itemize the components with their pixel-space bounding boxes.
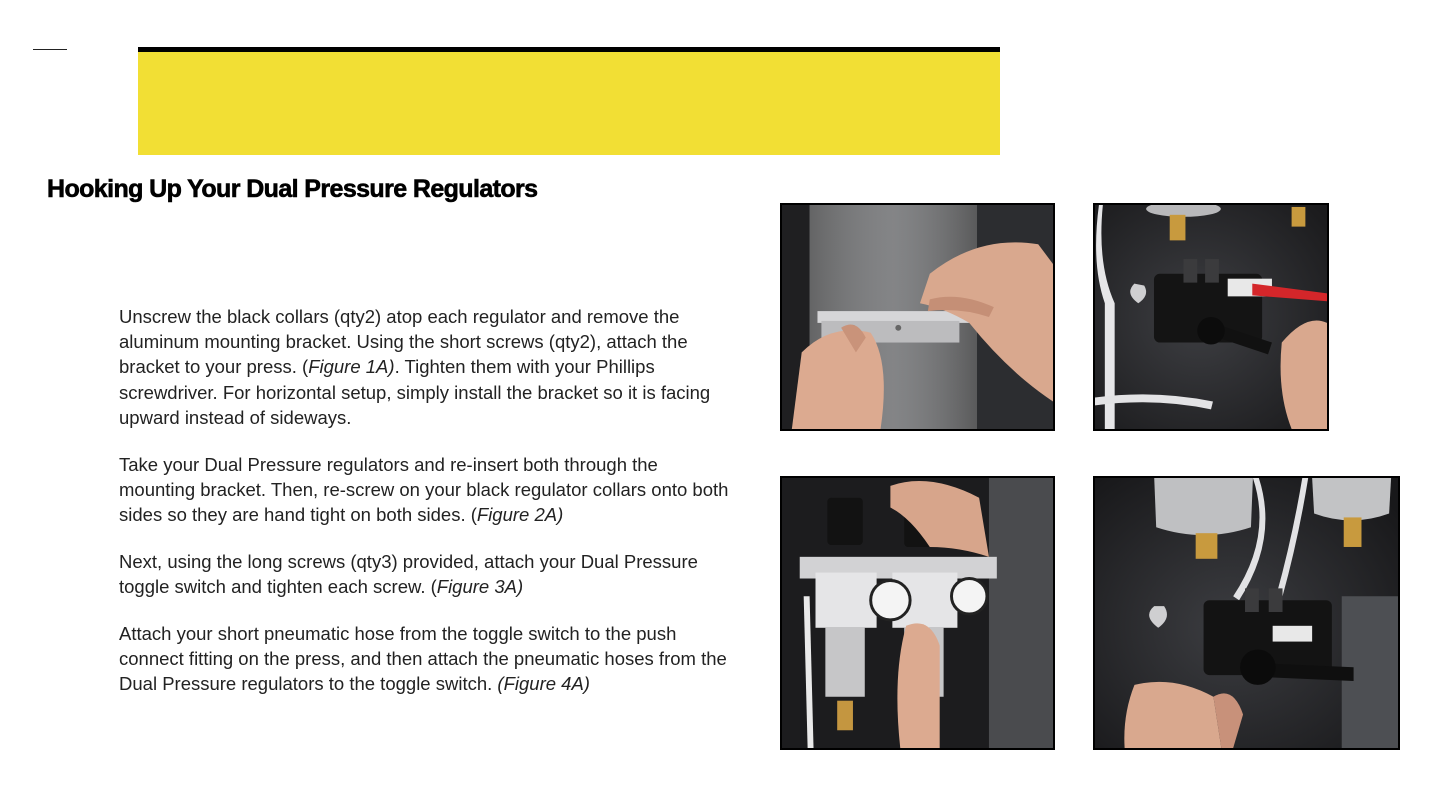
bracket-installation-image bbox=[782, 205, 1053, 429]
step-4-text: Attach your short pneumatic hose from the toggle switch to the push connect fitting on the press, and then attach the pneumatic hoses from the Dual Pressure regulators to the toggle switch. bbox=[119, 622, 727, 694]
step-2-text: Take your Dual Pressure regulators and re-insert both through the mounting bracket. Then, re-screw on your black regulator collars onto both sides so they are hand tight on both sides. ( bbox=[119, 453, 729, 525]
step-3-paragraph bbox=[119, 549, 731, 599]
toggle-switch-screwdriver-photo bbox=[1093, 203, 1329, 431]
yellow-banner bbox=[138, 52, 1000, 155]
step-3-text: Next, using the long screws (qty3) provided, attach your Dual Pressure toggle switch and tighten each screw. ( bbox=[119, 550, 698, 597]
dual-regulators-photo bbox=[780, 476, 1055, 750]
step-4-paragraph bbox=[119, 621, 731, 697]
page-title: Hooking Up Your Dual Pressure Regulators bbox=[47, 175, 538, 203]
toggle-switch-image bbox=[1095, 205, 1327, 429]
pneumatic-hose-image bbox=[1095, 478, 1398, 748]
step-3-figure-ref: Figure 3A) bbox=[436, 575, 524, 597]
dual-regulators-image bbox=[782, 478, 1053, 748]
corner-mark bbox=[33, 49, 67, 50]
step-1-figure-ref: Figure 1A) bbox=[308, 356, 395, 378]
step-1-text-cont: . Tighten them with your Phillips screwdriver. For horizontal setup, simply install the bracket so it is facing upward instead of sideways. bbox=[119, 356, 711, 428]
bracket-installation-photo bbox=[780, 203, 1055, 431]
step-1-text: Unscrew the black collars (qty2) atop each regulator and remove the aluminum mounting bracket. Using the short screws (qty2), attach the bracket to your press. ( bbox=[119, 306, 688, 378]
step-2-paragraph bbox=[119, 452, 731, 528]
step-2-figure-ref: Figure 2A) bbox=[476, 503, 564, 525]
pneumatic-hose-connection-photo bbox=[1093, 476, 1400, 750]
step-4-figure-ref: (Figure 4A) bbox=[497, 672, 590, 694]
instructions bbox=[119, 304, 731, 718]
step-1-paragraph bbox=[119, 304, 731, 430]
